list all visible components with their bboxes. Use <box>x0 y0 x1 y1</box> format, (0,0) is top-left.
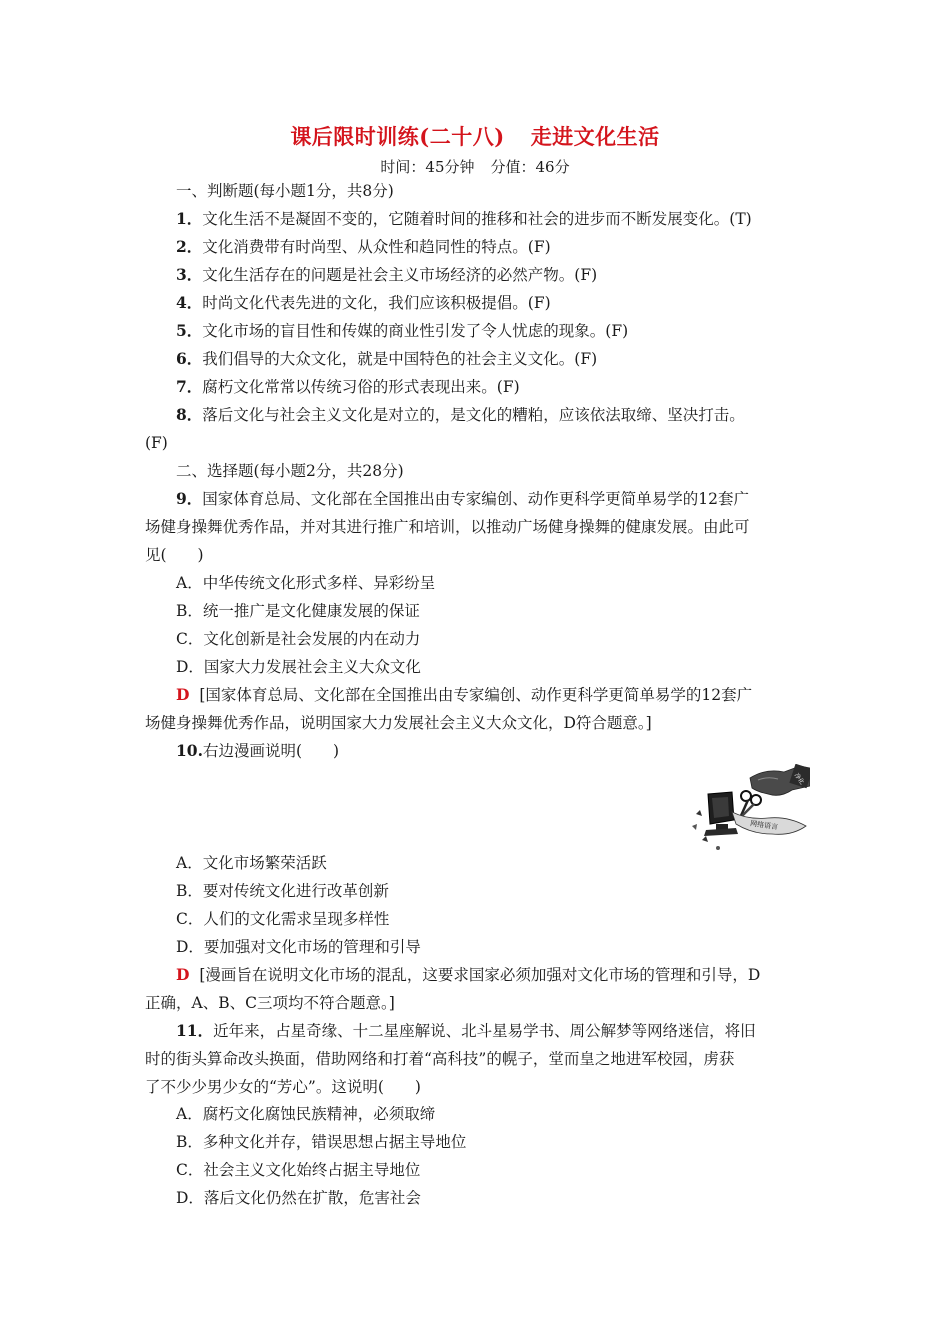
question-stem: 10.右边漫画说明( ) <box>176 741 340 760</box>
judgement-item: 8．落后文化与社会主义文化是对立的，是文化的糟粕，应该依法取缔、坚决打击。 <box>176 405 745 424</box>
cartoon-image <box>688 764 810 854</box>
answer-explanation: 场健身操舞优秀作品，说明国家大力发展社会主义大众文化，D符合题意。] <box>145 714 652 732</box>
judgement-item: 2．文化消费带有时尚型、从众性和趋同性的特点。(F) <box>176 237 551 256</box>
judgement-item: 3．文化生活存在的问题是社会主义市场经济的必然产物。(F) <box>176 265 598 284</box>
title-topic: 走进文化生活 <box>530 124 660 149</box>
option-a: A．腐朽文化腐蚀民族精神，必须取缔 <box>176 1105 436 1123</box>
page-title <box>0 121 950 151</box>
option-b: B．多种文化并存，错误思想占据主导地位 <box>176 1133 467 1151</box>
answer-explanation: D [国家体育总局、文化部在全国推出由专家编创、动作更科学更简单易学的12套广 <box>176 685 753 704</box>
answer-letter: D <box>176 965 190 984</box>
option-b: B．要对传统文化进行改革创新 <box>176 882 389 900</box>
question-stem: 时的街头算命改头换面，借助网络和打着“高科技”的幌子，堂而皇之地进军校园，虏获 <box>145 1050 735 1068</box>
answer-explanation: D [漫画旨在说明文化市场的混乱，这要求国家必须加强对文化市场的管理和引导，D <box>176 965 761 984</box>
option-c: C．社会主义文化始终占据主导地位 <box>176 1161 421 1179</box>
option-b: B．统一推广是文化健康发展的保证 <box>176 602 420 620</box>
question-stem: 9．国家体育总局、文化部在全国推出由专家编创、动作更科学更简单易学的12套广 <box>176 489 750 508</box>
judgement-item: 4．时尚文化代表先进的文化，我们应该积极提倡。(F) <box>176 293 551 312</box>
cartoon-label-network-language: 网络语言 <box>749 819 779 832</box>
section2-heading: 二、选择题(每小题2分，共28分) <box>176 462 404 480</box>
question-stem: 见( ) <box>145 546 204 564</box>
time-label: 时间：45分钟 <box>380 158 475 176</box>
section1-heading: 一、判断题(每小题1分，共8分) <box>176 182 394 200</box>
answer-explanation: 正确，A、B、C三项均不符合题意。] <box>145 994 395 1012</box>
option-a: A．中华传统文化形式多样、异彩纷呈 <box>176 574 436 592</box>
option-d: D．落后文化仍然在扩散，危害社会 <box>176 1189 421 1207</box>
question-stem: 11．近年来，占星奇缘、十二星座解说、北斗星易学书、周公解梦等网络迷信，将旧 <box>176 1021 756 1040</box>
time-score-line <box>0 156 950 177</box>
cartoon-label-purify: 净化 <box>792 772 806 787</box>
judgement-item: 1．文化生活不是凝固不变的，它随着时间的推移和社会的进步而不断发展变化。(T) <box>176 209 752 228</box>
question-stem: 场健身操舞优秀作品，并对其进行推广和培训，以推动广场健身操舞的健康发展。由此可 <box>145 518 750 536</box>
question-stem: 了不少少男少女的“芳心”。这说明( ) <box>145 1078 421 1096</box>
option-d: D．要加强对文化市场的管理和引导 <box>176 938 421 956</box>
judgement-item: 6．我们倡导的大众文化，就是中国特色的社会主义文化。(F) <box>176 349 598 368</box>
option-c: C．文化创新是社会发展的内在动力 <box>176 630 421 648</box>
judgement-item: 5．文化市场的盲目性和传媒的商业性引发了令人忧虑的现象。(F) <box>176 321 629 340</box>
answer-letter: D <box>176 685 190 704</box>
option-a: A．文化市场繁荣活跃 <box>176 854 327 872</box>
option-d: D．国家大力发展社会主义大众文化 <box>176 658 421 676</box>
option-c: C．人们的文化需求呈现多样性 <box>176 910 390 928</box>
judgement-item-continuation: (F) <box>145 434 168 452</box>
judgement-item: 7．腐朽文化常常以传统习俗的形式表现出来。(F) <box>176 377 520 396</box>
score-label: 分值：46分 <box>490 158 570 176</box>
title-main: 课后限时训练(二十八) <box>290 124 505 149</box>
